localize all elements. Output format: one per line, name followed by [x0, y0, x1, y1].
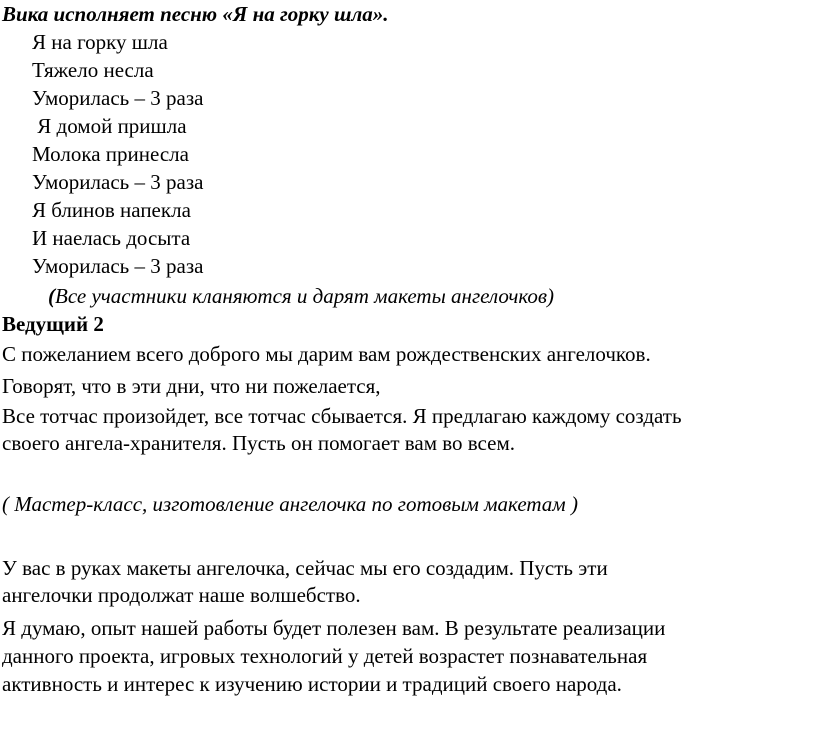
stage-direction-paren: ( [48, 284, 55, 308]
paragraph-3-line-1: Все тотчас произойдет, все тотчас сбывается. Я предлагаю каждому создать [2, 404, 682, 428]
song-line-9: Уморилась – 3 раза [32, 254, 204, 278]
song-line-4: Я домой пришла [32, 114, 187, 138]
song-line-8: И наелась досыта [32, 226, 191, 250]
speaker-name: Ведущий 2 [2, 312, 104, 336]
master-class-note: ( Мастер-класс, изготовление ангелочка по готовым макетам ) [2, 492, 578, 516]
paragraph-5-line-1: Я думаю, опыт нашей работы будет полезен вам. В результате реализации [2, 616, 666, 640]
song-line-5: Молока принесла [32, 142, 189, 166]
stage-direction-text: Все участники кланяются и дарят макеты ангелочков) [55, 284, 554, 308]
stage-direction [48, 282, 554, 310]
song-line-1: Я на горку шла [32, 30, 168, 54]
paragraph-4-line-2: ангелочки продолжат наше волшебство. [2, 583, 361, 607]
paragraph-2: Говорят, что в эти дни, что ни пожелается, [2, 374, 381, 398]
paragraph-5-line-2: данного проекта, игровых технологий у детей возрастет познавательная [2, 644, 648, 668]
song-line-3: Уморилась – 3 раза [32, 86, 204, 110]
song-line-7: Я блинов напекла [32, 198, 191, 222]
song-intro: Вика исполняет песню «Я на горку шла». [2, 2, 389, 26]
paragraph-1: С пожеланием всего доброго мы дарим вам рождественских ангелочков. [2, 342, 651, 366]
paragraph-4-line-1: У вас в руках макеты ангелочка, сейчас мы его создадим. Пусть эти [2, 556, 608, 580]
song-line-6: Уморилась – 3 раза [32, 170, 204, 194]
paragraph-3-line-2: своего ангела-хранителя. Пусть он помогает вам во всем. [2, 431, 515, 455]
song-line-2: Тяжело несла [32, 58, 154, 82]
paragraph-5-line-3: активность и интерес к изучению истории и традиций своего народа. [2, 672, 622, 696]
